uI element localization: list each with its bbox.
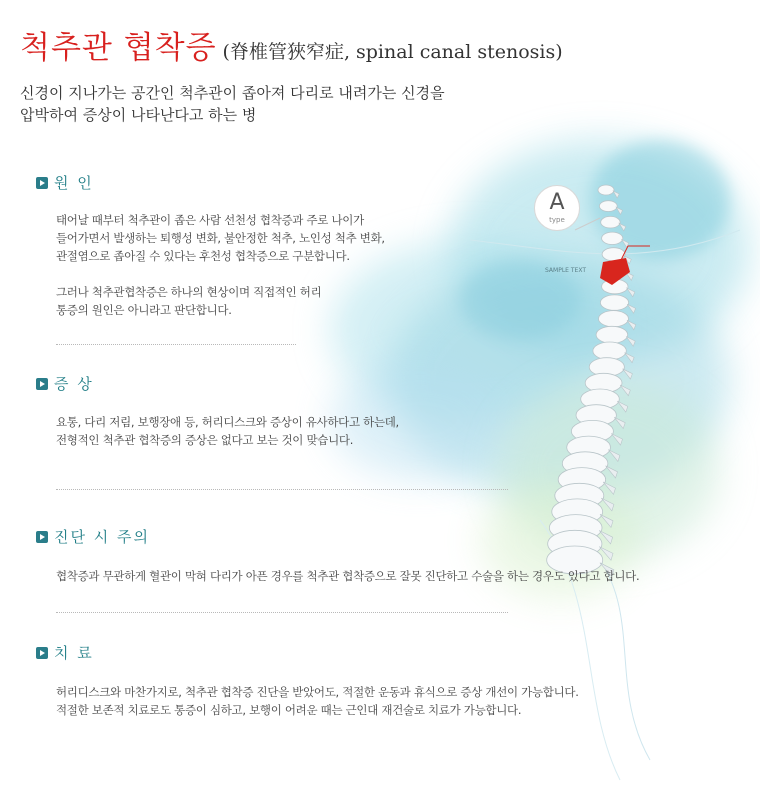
intro-text	[20, 82, 445, 126]
body-line: 그러나 척추관협착증은 하나의 현상이며 직접적인 허리	[56, 285, 322, 299]
section-body-symptoms	[56, 413, 399, 449]
section-bullet-icon	[36, 647, 48, 659]
section-divider	[56, 344, 296, 345]
vertebra	[601, 216, 620, 228]
section-title-diagnosis: 진단 시 주의	[54, 528, 150, 546]
section-body-cause	[56, 211, 385, 319]
vertebra	[593, 342, 626, 360]
body-line: 관절염으로 좁아질 수 있다는 후천성 협착증으로 구분합니다.	[56, 249, 350, 263]
body-line: 협착증과 무관하게 혈관이 막혀 다리가 아픈 경우를 척추관 협착증으로 잘못 진단하고 수술을 하는 경우도 있다고 합니다.	[56, 569, 640, 583]
vertebra	[598, 185, 614, 195]
title-korean: 척추관 협착증	[20, 30, 217, 66]
body-line: 태어날 때부터 척추관이 좁은 사람 선천성 협착증과 주로 나이가	[56, 213, 364, 227]
body-line: 요통, 다리 저림, 보행장애 등, 허리디스크와 증상이 유사하다고 하는데,	[56, 415, 399, 429]
title-subtitle: (脊椎管狹窄症, spinal canal stenosis)	[222, 41, 563, 63]
section-bullet-icon	[36, 378, 48, 390]
section-title-cause: 원 인	[54, 174, 94, 192]
vertebra	[602, 232, 623, 244]
section-title-symptoms: 증 상	[54, 375, 94, 393]
type-letter: A	[549, 190, 565, 215]
vertebra	[596, 326, 628, 343]
body-line: 허리디스크와 마찬가지로, 척추관 협착증 진단을 받았어도, 적절한 운동과 휴식으로 증상 개선이 가능합니다.	[56, 685, 579, 699]
body-line: 통증의 원인은 아니라고 판단합니다.	[56, 303, 232, 317]
sample-text: SAMPLE TEXT	[545, 267, 586, 274]
section-title-treatment: 치 료	[54, 644, 94, 662]
section-body-treatment	[56, 683, 579, 719]
intro-line: 신경이 지나가는 공간인 척추관이 좁아져 다리로 내려가는 신경을	[20, 84, 445, 102]
intro-line: 압박하여 증상이 나타난다고 하는 병	[20, 106, 257, 124]
type-label: type	[549, 216, 565, 224]
type-badge	[534, 185, 580, 231]
section-divider	[56, 489, 508, 490]
body-line: 전형적인 척추관 협착증의 증상은 없다고 보는 것이 맞습니다.	[56, 433, 354, 447]
section-bullet-icon	[36, 177, 48, 189]
vertebra	[600, 295, 628, 310]
body-line: 적절한 보존적 치료로도 통증이 심하고, 보행이 어려운 때는 근인대 재건술로 치료가 가능합니다.	[56, 703, 522, 717]
body-line: 들어가면서 발생하는 퇴행성 변화, 불안정한 척추, 노인성 척추 변화,	[56, 231, 385, 245]
section-body-diagnosis	[56, 567, 639, 585]
vertebra	[599, 311, 629, 327]
vertebra	[599, 201, 617, 212]
section-bullet-icon	[36, 531, 48, 543]
section-divider	[56, 612, 508, 613]
page-title	[20, 22, 563, 67]
